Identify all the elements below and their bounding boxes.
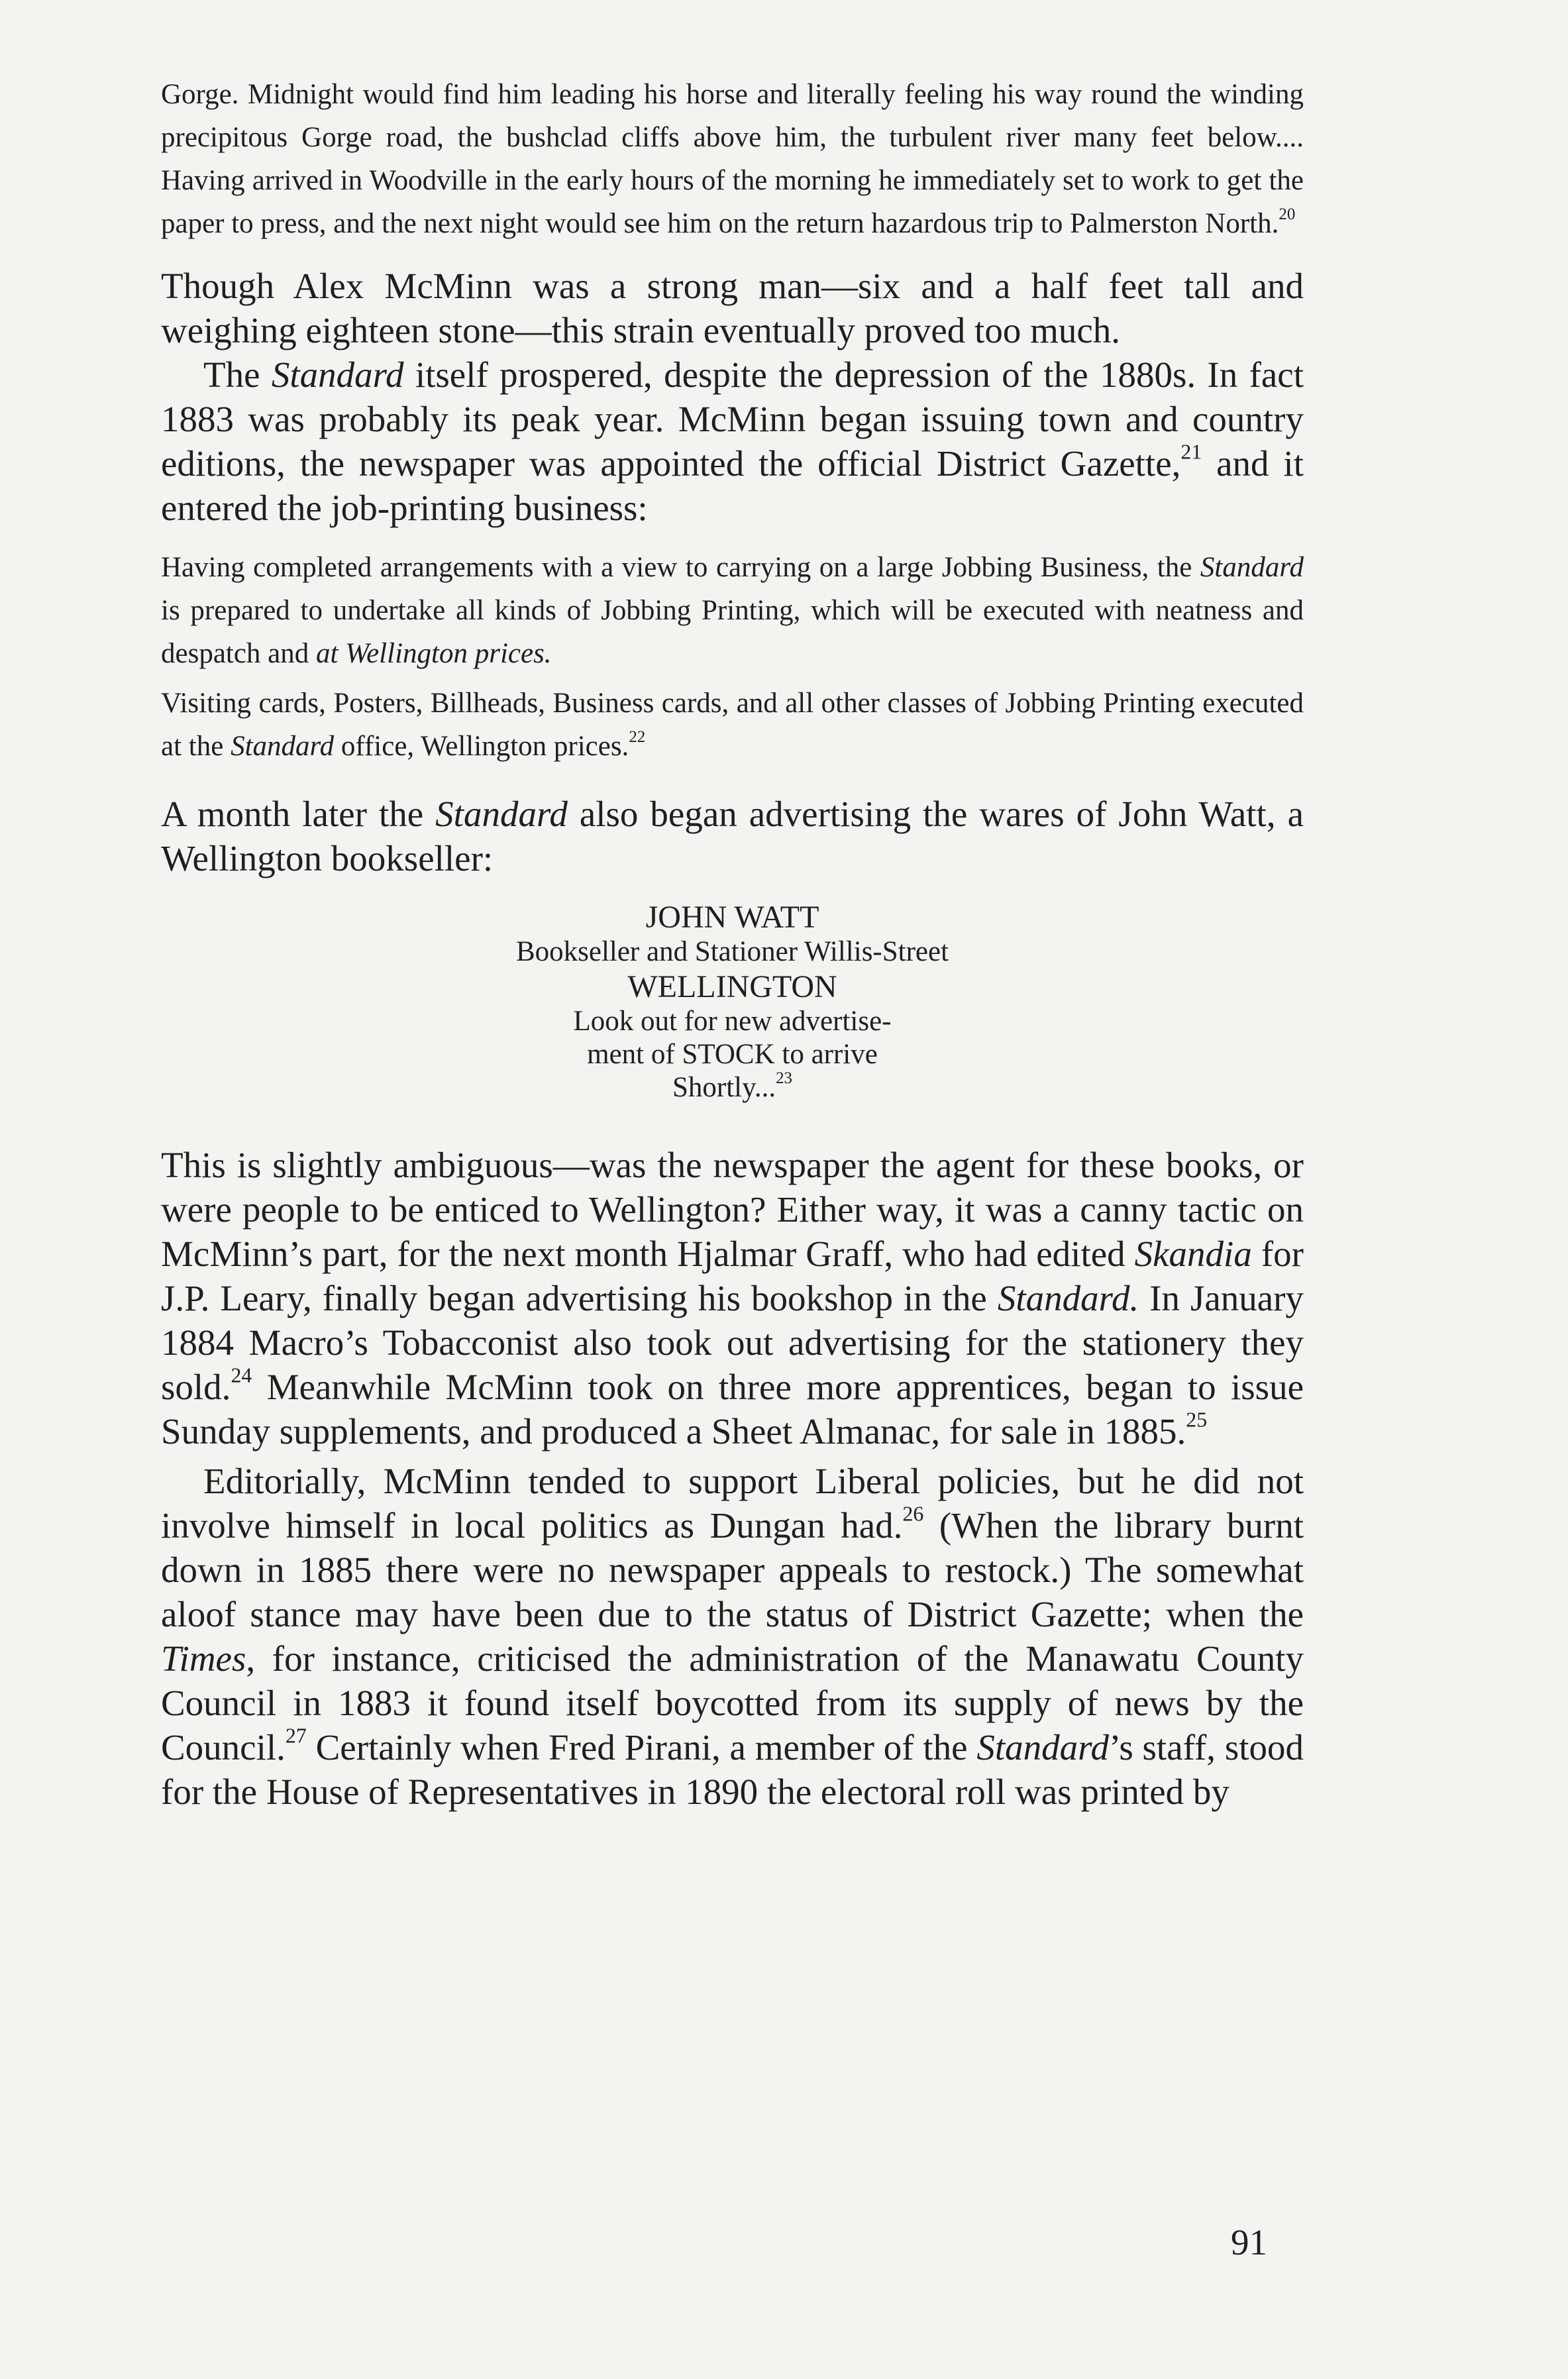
paragraph-standard-prospered: The Standard itself prospered, despite the depression of the 1880s. In fact 1883 was probably its peak year. McMinn began issuing town and country editions, the newspaper was appointed the official District Gazette,$^{21}$ and it entered the job-printing business: [161,354,1304,528]
paragraph-john-watt-intro: A month later the Standard also began advertising the wares of John Watt, a Wellington bookseller: [161,794,1304,878]
paragraph-editorially: Editorially, McMinn tended to support Liberal policies, but he did not involve himself in local politics as Dungan had.$^{26}$ (When the library burnt down in 1885 there were no newspaper appeals to restock.) The somewhat aloof stance may have been due to the status of District Gazette; when the Times, for instance, criticised the administration of the Manawatu County Council in 1883 it found itself boycotted from its supply of news by the Council.$^{27}$ Certainly when Fred Pirani, a member of the Standard’s staff, stood for the House of Representatives in 1890 the electoral roll was printed by [161,1461,1304,1812]
page-number: 91 [1231,2222,1267,2262]
paragraph-mcminn-strength: Though Alex McMinn was a strong man—six and a half feet tall and weighing eighteen stone—this strain eventually proved too much. [161,266,1304,350]
advert-heading: JOHN WATT [645,900,819,935]
advert-line: Look out for new advertise- [573,1006,892,1037]
advert-line: Bookseller and Stationer Willis-Street [515,936,949,967]
footnote-ref: 23 [776,1069,793,1088]
block-quote-gorge: Gorge. Midnight would find him leading his horse and literally feeling his way round the winding precipitous Gorge road, the bushclad cliffs above him, the turbulent river many feet below.... Having arrived in Woodville in the early hours of the morning he immediately set to work to get the paper to press, and the next night would see him on the return hazardous trip to Palmerston North.$^{20}$ [161,79,1304,239]
page-body [161,73,1304,1814]
footnote-ref: 20 [1279,205,1296,224]
block-quote-jobbing: Having completed arrangements with a view to carrying on a large Jobbing Business, the Standard is prepared to undertake all kinds of Jobbing Printing, which will be executed with neatness and despatch and at Wellington prices. [161,552,1304,669]
advert-line: Shortly...$^{23}$ [672,1069,793,1103]
footnote-ref: 22 [629,728,646,747]
footnote-ref: 24 [231,1363,252,1387]
advertisement-john-watt [161,899,1304,1104]
advert-city: WELLINGTON [627,969,837,1004]
block-quote-visiting-cards: Visiting cards, Posters, Billheads, Business cards, and all other classes of Jobbing Printing executed at the Standard office, Wellington prices.$^{22}$ [161,688,1304,762]
footnote-ref: 26 [902,1502,924,1526]
footnote-ref: 25 [1186,1408,1208,1432]
footnote-ref: 27 [285,1724,307,1748]
advert-line: ment of STOCK to arrive [587,1039,878,1070]
footnote-ref: 21 [1180,440,1202,464]
paragraph-ambiguous: This is slightly ambiguous—was the newspaper the agent for these books, or were people to be enticed to Wellington? Either way, it was a canny tactic on McMinn’s part, for the next month Hjalmar Graff, who had edited Skandia for J.P. Leary, finally began advertising his bookshop in the Standard. In January 1884 Macro’s Tobacconist also took out advertising for the stationery they sold.$^{24}$ Meanwhile McMinn took on three more apprentices, began to issue Sunday supplements, and produced a Sheet Almanac, for sale in 1885.25 [161,1145,1304,1452]
